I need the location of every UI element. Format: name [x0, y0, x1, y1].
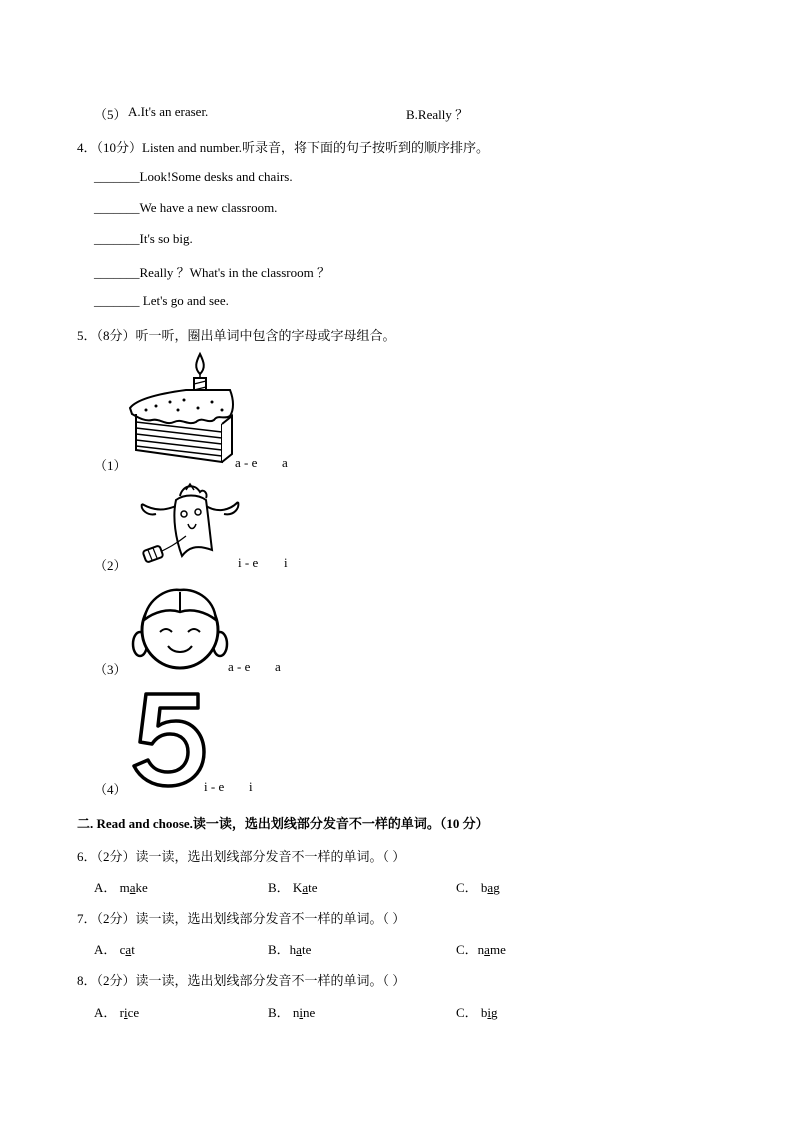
- q7-option-b[interactable]: [268, 939, 311, 958]
- q5-item1-number: （1）: [94, 458, 127, 473]
- q5-item4-option-2[interactable]: i: [249, 779, 253, 794]
- girl-face-icon: [130, 582, 230, 670]
- q4-item-5: [94, 293, 229, 309]
- q8-stem: 8．（2分）读一读，选出划线部分发音不一样的单词。（ ）: [77, 973, 406, 988]
- option-label: A．: [94, 1005, 117, 1020]
- word-part: b: [480, 880, 488, 895]
- underlined-letter: a: [487, 880, 494, 895]
- word-part: c: [119, 942, 126, 957]
- q4-blank[interactable]: _______: [94, 293, 140, 308]
- q4-sentence: It's so big.: [139, 231, 193, 246]
- option-label: B．: [268, 942, 290, 957]
- q3-item5-number: （5）: [94, 107, 127, 122]
- option-label: A．: [94, 942, 117, 957]
- q3-item5-option-a: A.It's an eraser.: [128, 104, 209, 119]
- option-label: C．: [456, 1005, 478, 1020]
- q4-sentence: Look!Some desks and chairs.: [139, 169, 293, 184]
- word-part: me: [489, 942, 506, 957]
- q6-stem: 6．（2分）读一读，选出划线部分发音不一样的单词。（ ）: [77, 849, 406, 864]
- word-part: K: [292, 880, 303, 895]
- q4-blank[interactable]: _______: [94, 265, 140, 280]
- q4-stem: 4．（10分）Listen and number.听录音，将下面的句子按听到的顺序排序。: [77, 140, 490, 155]
- q4-sentence: Let's go and see.: [139, 293, 229, 308]
- q4-blank[interactable]: _______: [94, 200, 140, 215]
- word-part: g: [493, 880, 500, 895]
- q8-option-b[interactable]: [268, 1002, 315, 1021]
- option-label: B．: [268, 880, 290, 895]
- word-part: t: [131, 942, 135, 957]
- q5-item1-option-1[interactable]: a - e: [235, 455, 258, 470]
- underlined-letter: a: [129, 880, 136, 895]
- q5-item1-option-2[interactable]: a: [282, 455, 288, 470]
- option-label: A．: [94, 880, 117, 895]
- underlined-letter: a: [484, 942, 490, 957]
- q4-item-2: [94, 200, 277, 216]
- q5-item3-option-1[interactable]: a - e: [228, 659, 251, 674]
- cake-slice-icon: [126, 350, 238, 466]
- q5-item4-option-1[interactable]: i - e: [204, 779, 225, 794]
- option-label: B．: [268, 1005, 290, 1020]
- underlined-letter: i: [299, 1005, 304, 1020]
- q4-item-1: [94, 169, 293, 185]
- q5-item2-option-2[interactable]: i: [284, 555, 288, 570]
- q6-option-b[interactable]: [268, 877, 317, 896]
- option-label: C．: [456, 942, 478, 957]
- q7-option-a[interactable]: [94, 939, 135, 958]
- q8-option-a[interactable]: [94, 1002, 139, 1021]
- option-label: C．: [456, 880, 478, 895]
- q5-item2-number: （2）: [94, 558, 127, 573]
- underlined-letter: a: [302, 880, 309, 895]
- q4-item-4: [94, 262, 330, 281]
- word-part: h: [289, 942, 297, 957]
- word-part: b: [480, 1005, 488, 1020]
- q8-option-c[interactable]: [456, 1002, 498, 1021]
- word-part: m: [119, 880, 130, 895]
- q4-sentence: We have a new classroom.: [139, 200, 278, 215]
- q5-item3-number: （3）: [94, 662, 127, 677]
- q4-blank[interactable]: _______: [94, 231, 140, 246]
- word-part: ne: [303, 1005, 316, 1020]
- kite-icon: [136, 478, 244, 568]
- word-part: g: [491, 1005, 498, 1020]
- q5-item4-number: （4）: [94, 782, 127, 797]
- q7-option-c[interactable]: [456, 939, 506, 958]
- q3-item5-option-b: B.Really ？: [406, 107, 469, 122]
- q4-blank[interactable]: _______: [94, 169, 140, 184]
- q5-item2-option-1[interactable]: i - e: [238, 555, 259, 570]
- word-part: ce: [127, 1005, 140, 1020]
- underlined-letter: i: [123, 1005, 128, 1020]
- word-part: n: [292, 1005, 300, 1020]
- q5-stem: 5．（8分）听一听，圈出单词中包含的字母或字母组合。: [77, 328, 396, 343]
- word-part: n: [477, 942, 485, 957]
- q5-item3-option-2[interactable]: a: [275, 659, 281, 674]
- q7-stem: 7．（2分）读一读，选出划线部分发音不一样的单词。（ ）: [77, 911, 406, 926]
- underlined-letter: a: [125, 942, 132, 957]
- word-part: ke: [135, 880, 148, 895]
- word-part: r: [119, 1005, 124, 1020]
- number-five-icon: [128, 688, 208, 790]
- word-part: te: [301, 942, 312, 957]
- q6-option-a[interactable]: [94, 877, 148, 896]
- q4-sentence: Really ？What's in the classroom ？: [139, 265, 330, 280]
- q6-option-c[interactable]: [456, 877, 500, 896]
- word-part: te: [308, 880, 318, 895]
- section-2-title: 二. Read and choose.读一读，选出划线部分发音不一样的单词。（10 分）: [77, 816, 489, 831]
- q4-item-3: [94, 231, 193, 247]
- underlined-letter: a: [296, 942, 302, 957]
- underlined-letter: i: [487, 1005, 492, 1020]
